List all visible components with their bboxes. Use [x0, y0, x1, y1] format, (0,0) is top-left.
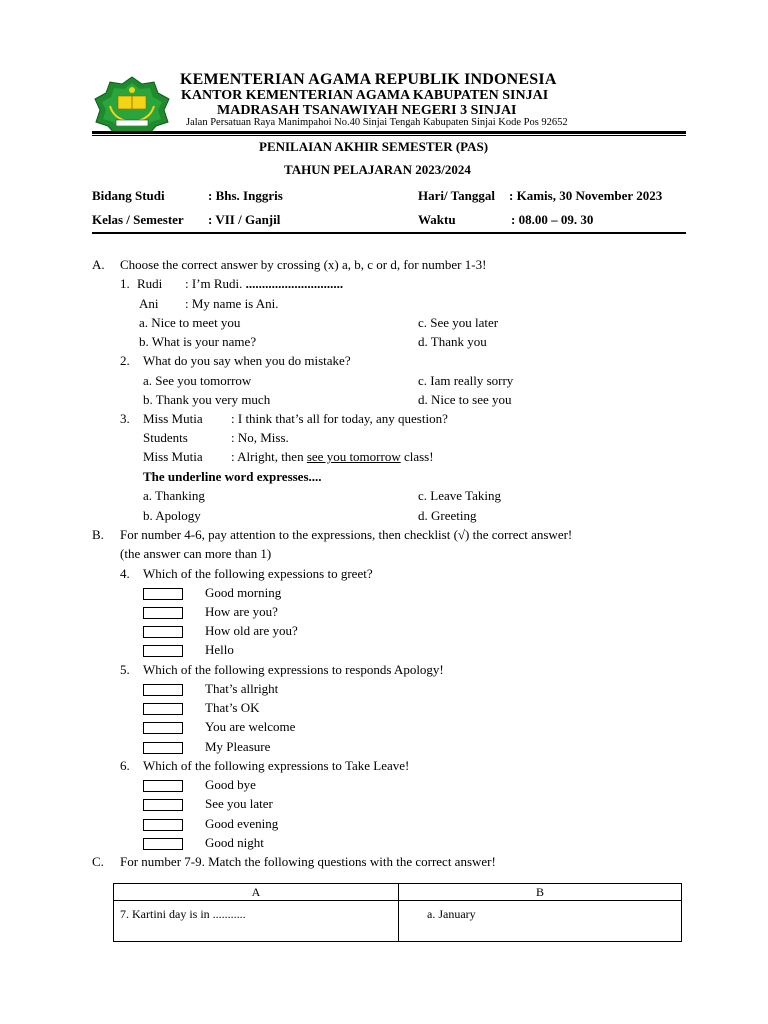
q3-number: 3.	[120, 411, 130, 426]
office-name: KANTOR KEMENTERIAN AGAMA KABUPATEN SINJAI	[181, 88, 549, 103]
table-header-row	[114, 884, 682, 901]
q1-line-rudi: : I’m Rudi. ..............................	[185, 276, 344, 291]
q5-option-2: That’s OK	[205, 700, 260, 715]
subject-label: Bidang Studi	[92, 188, 165, 203]
subject-value: : Bhs. Inggris	[208, 188, 283, 203]
section-a-instruction: Choose the correct answer by crossing (x) a, b, c or d, for number 1-3!	[120, 257, 487, 272]
q1-option-d[interactable]: d. Thank you	[418, 334, 487, 349]
section-b-instruction: For number 4-6, pay attention to the expressions, then checklist (√) the correct answer!	[120, 527, 573, 542]
q6-checkbox-4[interactable]	[143, 838, 183, 850]
ministry-logo-icon	[92, 76, 172, 134]
section-a-letter: A.	[92, 257, 105, 272]
q4-text: Which of the following expessions to greet?	[143, 566, 373, 581]
q4-option-3: How old are you?	[205, 623, 298, 638]
q6-text: Which of the following expressions to Take Leave!	[143, 758, 410, 773]
info-divider	[92, 232, 686, 234]
time-value: : 08.00 – 09. 30	[511, 212, 594, 227]
q5-checkbox-4[interactable]	[143, 742, 183, 754]
underlined-phrase: see you tomorrow	[306, 449, 401, 464]
q5-number: 5.	[120, 662, 130, 677]
day-value: : Kamis, 30 November 2023	[509, 188, 663, 203]
q1-option-b[interactable]: b. What is your name?	[139, 334, 257, 349]
q1-line-ani: : My name is Ani.	[185, 296, 279, 311]
q1-option-c[interactable]: c. See you later	[418, 315, 499, 330]
q2-option-a[interactable]: a. See you tomorrow	[143, 373, 252, 388]
section-c-instruction: For number 7-9. Match the following questions with the correct answer!	[120, 854, 496, 869]
class-value: : VII / Ganjil	[208, 212, 281, 227]
q2-option-d[interactable]: d. Nice to see you	[418, 392, 512, 407]
table-row	[114, 901, 682, 942]
q1-speaker-rudi: Rudi	[137, 276, 163, 291]
q2-number: 2.	[120, 353, 130, 368]
q6-option-2: See you later	[205, 796, 273, 811]
q2-option-b[interactable]: b. Thank you very much	[143, 392, 271, 407]
q4-number: 4.	[120, 566, 130, 581]
q5-text: Which of the following expressions to responds Apology!	[143, 662, 444, 677]
day-label: Hari/ Tanggal	[418, 188, 495, 203]
q4-checkbox-3[interactable]	[143, 626, 183, 638]
row-7-question: 7. Kartini day is in ...........	[114, 901, 399, 942]
q6-option-3: Good evening	[205, 816, 279, 831]
q3-option-c[interactable]: c. Leave Taking	[418, 488, 501, 503]
q3-speaker-2: Students	[143, 430, 188, 445]
matching-table	[113, 883, 682, 942]
q2-option-c[interactable]: c. Iam really sorry	[418, 373, 514, 388]
row-7-answer: a. January	[399, 901, 682, 942]
q6-option-4: Good night	[205, 835, 264, 850]
q6-option-1: Good bye	[205, 777, 256, 792]
q2-text: What do you say when you do mistake?	[143, 353, 351, 368]
header-divider-thin	[92, 135, 686, 136]
q6-number: 6.	[120, 758, 130, 773]
school-name: MADRASAH TSANAWIYAH NEGERI 3 SINJAI	[217, 103, 517, 118]
q4-checkbox-4[interactable]	[143, 645, 183, 657]
q5-checkbox-3[interactable]	[143, 722, 183, 734]
q3-line-3: : Alright, then see you tomorrow class!	[231, 449, 434, 464]
q5-option-3: You are welcome	[205, 719, 296, 734]
q6-checkbox-1[interactable]	[143, 780, 183, 792]
q5-option-1: That’s allright	[205, 681, 279, 696]
class-label: Kelas / Semester	[92, 212, 184, 227]
q4-option-4: Hello	[205, 642, 234, 657]
q5-checkbox-2[interactable]	[143, 703, 183, 715]
header-divider-thick	[92, 131, 686, 134]
school-address: Jalan Persatuan Raya Manimpahoi No.40 Sinjai Tengah Kabupaten Sinjai Kode Pos 92652	[186, 117, 568, 128]
q6-checkbox-2[interactable]	[143, 799, 183, 811]
q3-line-2: : No, Miss.	[231, 430, 289, 445]
section-b-letter: B.	[92, 527, 104, 542]
section-c-letter: C.	[92, 854, 104, 869]
q3-speaker-1: Miss Mutia	[143, 411, 203, 426]
q3-prompt: The underline word expresses....	[143, 469, 322, 484]
q4-checkbox-1[interactable]	[143, 588, 183, 600]
q4-option-1: Good morning	[205, 585, 282, 600]
q4-checkbox-2[interactable]	[143, 607, 183, 619]
column-a-header: A	[114, 884, 399, 901]
q4-option-2: How are you?	[205, 604, 278, 619]
q5-option-4: My Pleasure	[205, 739, 271, 754]
q3-speaker-3: Miss Mutia	[143, 449, 203, 464]
q1-number: 1.	[120, 276, 130, 291]
exam-year: TAHUN PELAJARAN 2023/2024	[284, 162, 471, 177]
q3-option-a[interactable]: a. Thanking	[143, 488, 205, 503]
section-b-note: (the answer can more than 1)	[120, 546, 272, 561]
ministry-name: KEMENTERIAN AGAMA REPUBLIK INDONESIA	[180, 71, 557, 88]
exam-title: PENILAIAN AKHIR SEMESTER (PAS)	[259, 139, 489, 154]
time-label: Waktu	[418, 212, 456, 227]
q3-option-d[interactable]: d. Greeting	[418, 508, 477, 523]
q1-speaker-ani: Ani	[139, 296, 159, 311]
q5-checkbox-1[interactable]	[143, 684, 183, 696]
q6-checkbox-3[interactable]	[143, 819, 183, 831]
q3-option-b[interactable]: b. Apology	[143, 508, 201, 523]
column-b-header: B	[399, 884, 682, 901]
q1-option-a[interactable]: a. Nice to meet you	[139, 315, 241, 330]
q3-line-1: : I think that’s all for today, any question?	[231, 411, 448, 426]
